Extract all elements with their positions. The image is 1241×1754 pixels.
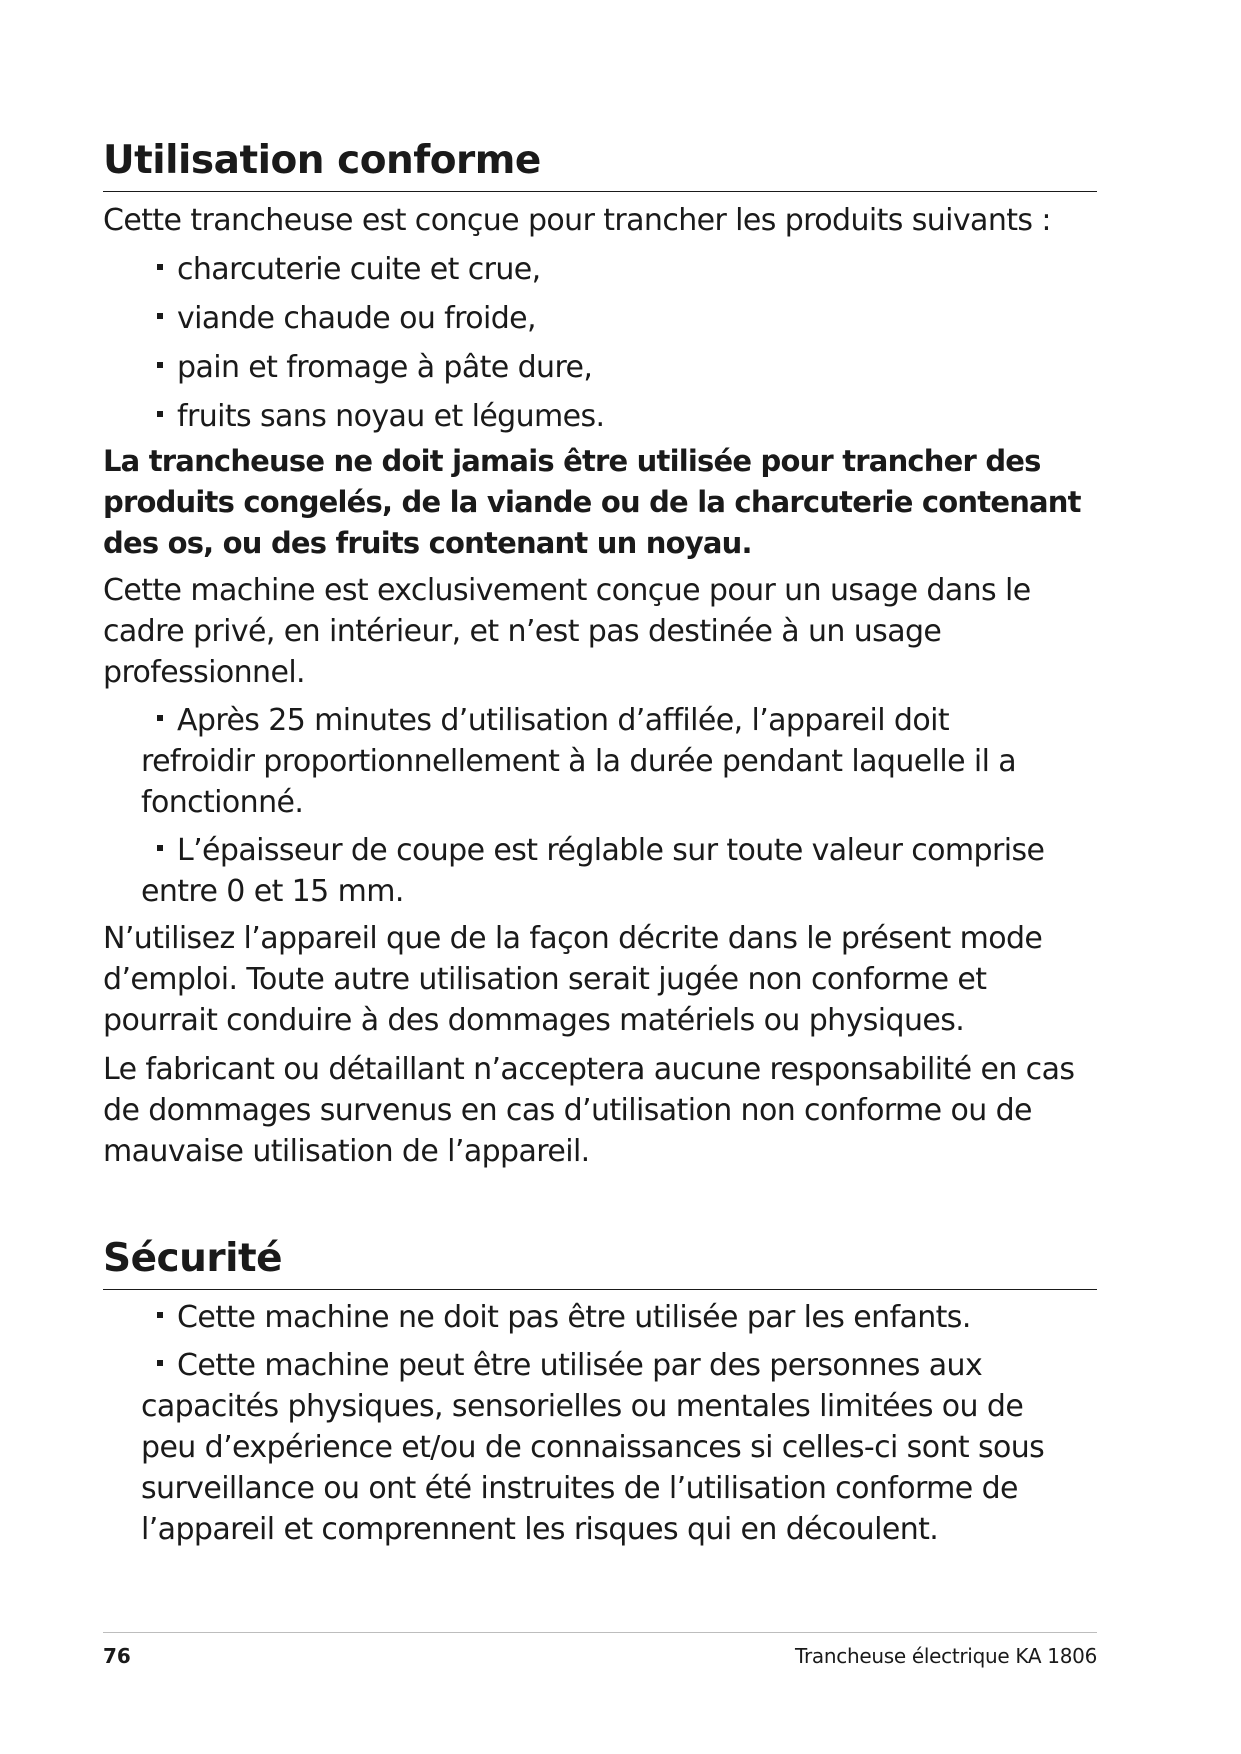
- bullet-icon: [157, 411, 163, 417]
- list-item: fruits sans noyau et légumes.: [103, 396, 1097, 437]
- footer-rule: [103, 1632, 1097, 1633]
- bullet-icon: [157, 1312, 163, 1318]
- bullet-icon: [157, 1360, 163, 1366]
- list-item: pain et fromage à pâte dure,: [103, 347, 1097, 388]
- list-item: viande chaude ou froide,: [103, 298, 1097, 339]
- usage-list: [103, 700, 1063, 912]
- bullet-icon: [157, 845, 163, 851]
- list-item: Cette machine ne doit pas être utilisée par les enfants.: [103, 1297, 1063, 1338]
- intro-paragraph: Cette trancheuse est conçue pour trancher les produits suivants :: [103, 202, 1051, 238]
- title-rule: [103, 1289, 1097, 1290]
- list-item: L’épaisseur de coupe est réglable sur toute valeur comprise entre 0 et 15 mm.: [141, 832, 1045, 909]
- warning-paragraph: La trancheuse ne doit jamais être utilisée pour trancher des produits congelés, de la viande ou de la charcuterie contenant des os, ou des fruits contenant un noyau.: [103, 443, 1081, 560]
- list-item: Après 25 minutes d’utilisation d’affilée, l’appareil doit refroidir proportionnellement à la durée pendant laquelle il a fonctionné.: [141, 702, 1017, 820]
- manual-page: [103, 0, 1097, 1754]
- list-item: charcuterie cuite et crue,: [103, 249, 1097, 290]
- bullet-icon: [157, 264, 163, 270]
- safety-list: [103, 1297, 1063, 1550]
- section-title-utilisation: Utilisation conforme: [103, 138, 541, 183]
- section-title-securite: Sécurité: [103, 1236, 283, 1281]
- liability-paragraph: Le fabricant ou détaillant n’acceptera aucune responsabilité en cas de dommages survenus en cas d’utilisation non conforme ou de mauvaise utilisation de l’appareil.: [103, 1051, 1075, 1169]
- bullet-icon: [157, 313, 163, 319]
- section-securite: [103, 1238, 1097, 1550]
- title-rule: [103, 191, 1097, 192]
- usage-paragraph: Cette machine est exclusivement conçue pour un usage dans le cadre privé, en intérieur, et n’est pas destinée à un usage professionnel.: [103, 572, 1031, 690]
- section-utilisation: [103, 140, 1097, 1172]
- list-item: Cette machine peut être utilisée par des personnes aux capacités physiques, sensorielles ou mentales limitées ou de peu d’expérience et/ou de connaissances si celles-ci sont sous surveillance ou ont été instruites de l’utilisation conforme de l’appareil et comprennent les risques qui en découlent.: [141, 1347, 1045, 1547]
- products-list: [103, 249, 1097, 437]
- page-number: 76: [103, 1644, 131, 1668]
- mode-emploi-paragraph: N’utilisez l’appareil que de la façon décrite dans le présent mode d’emploi. Toute autre utilisation serait jugée non conforme et pourrait conduire à des dommages matériels ou physiques.: [103, 920, 1043, 1038]
- footer-product-title: Trancheuse électrique KA 1806: [795, 1644, 1097, 1668]
- bullet-icon: [157, 362, 163, 368]
- bullet-icon: [157, 715, 163, 721]
